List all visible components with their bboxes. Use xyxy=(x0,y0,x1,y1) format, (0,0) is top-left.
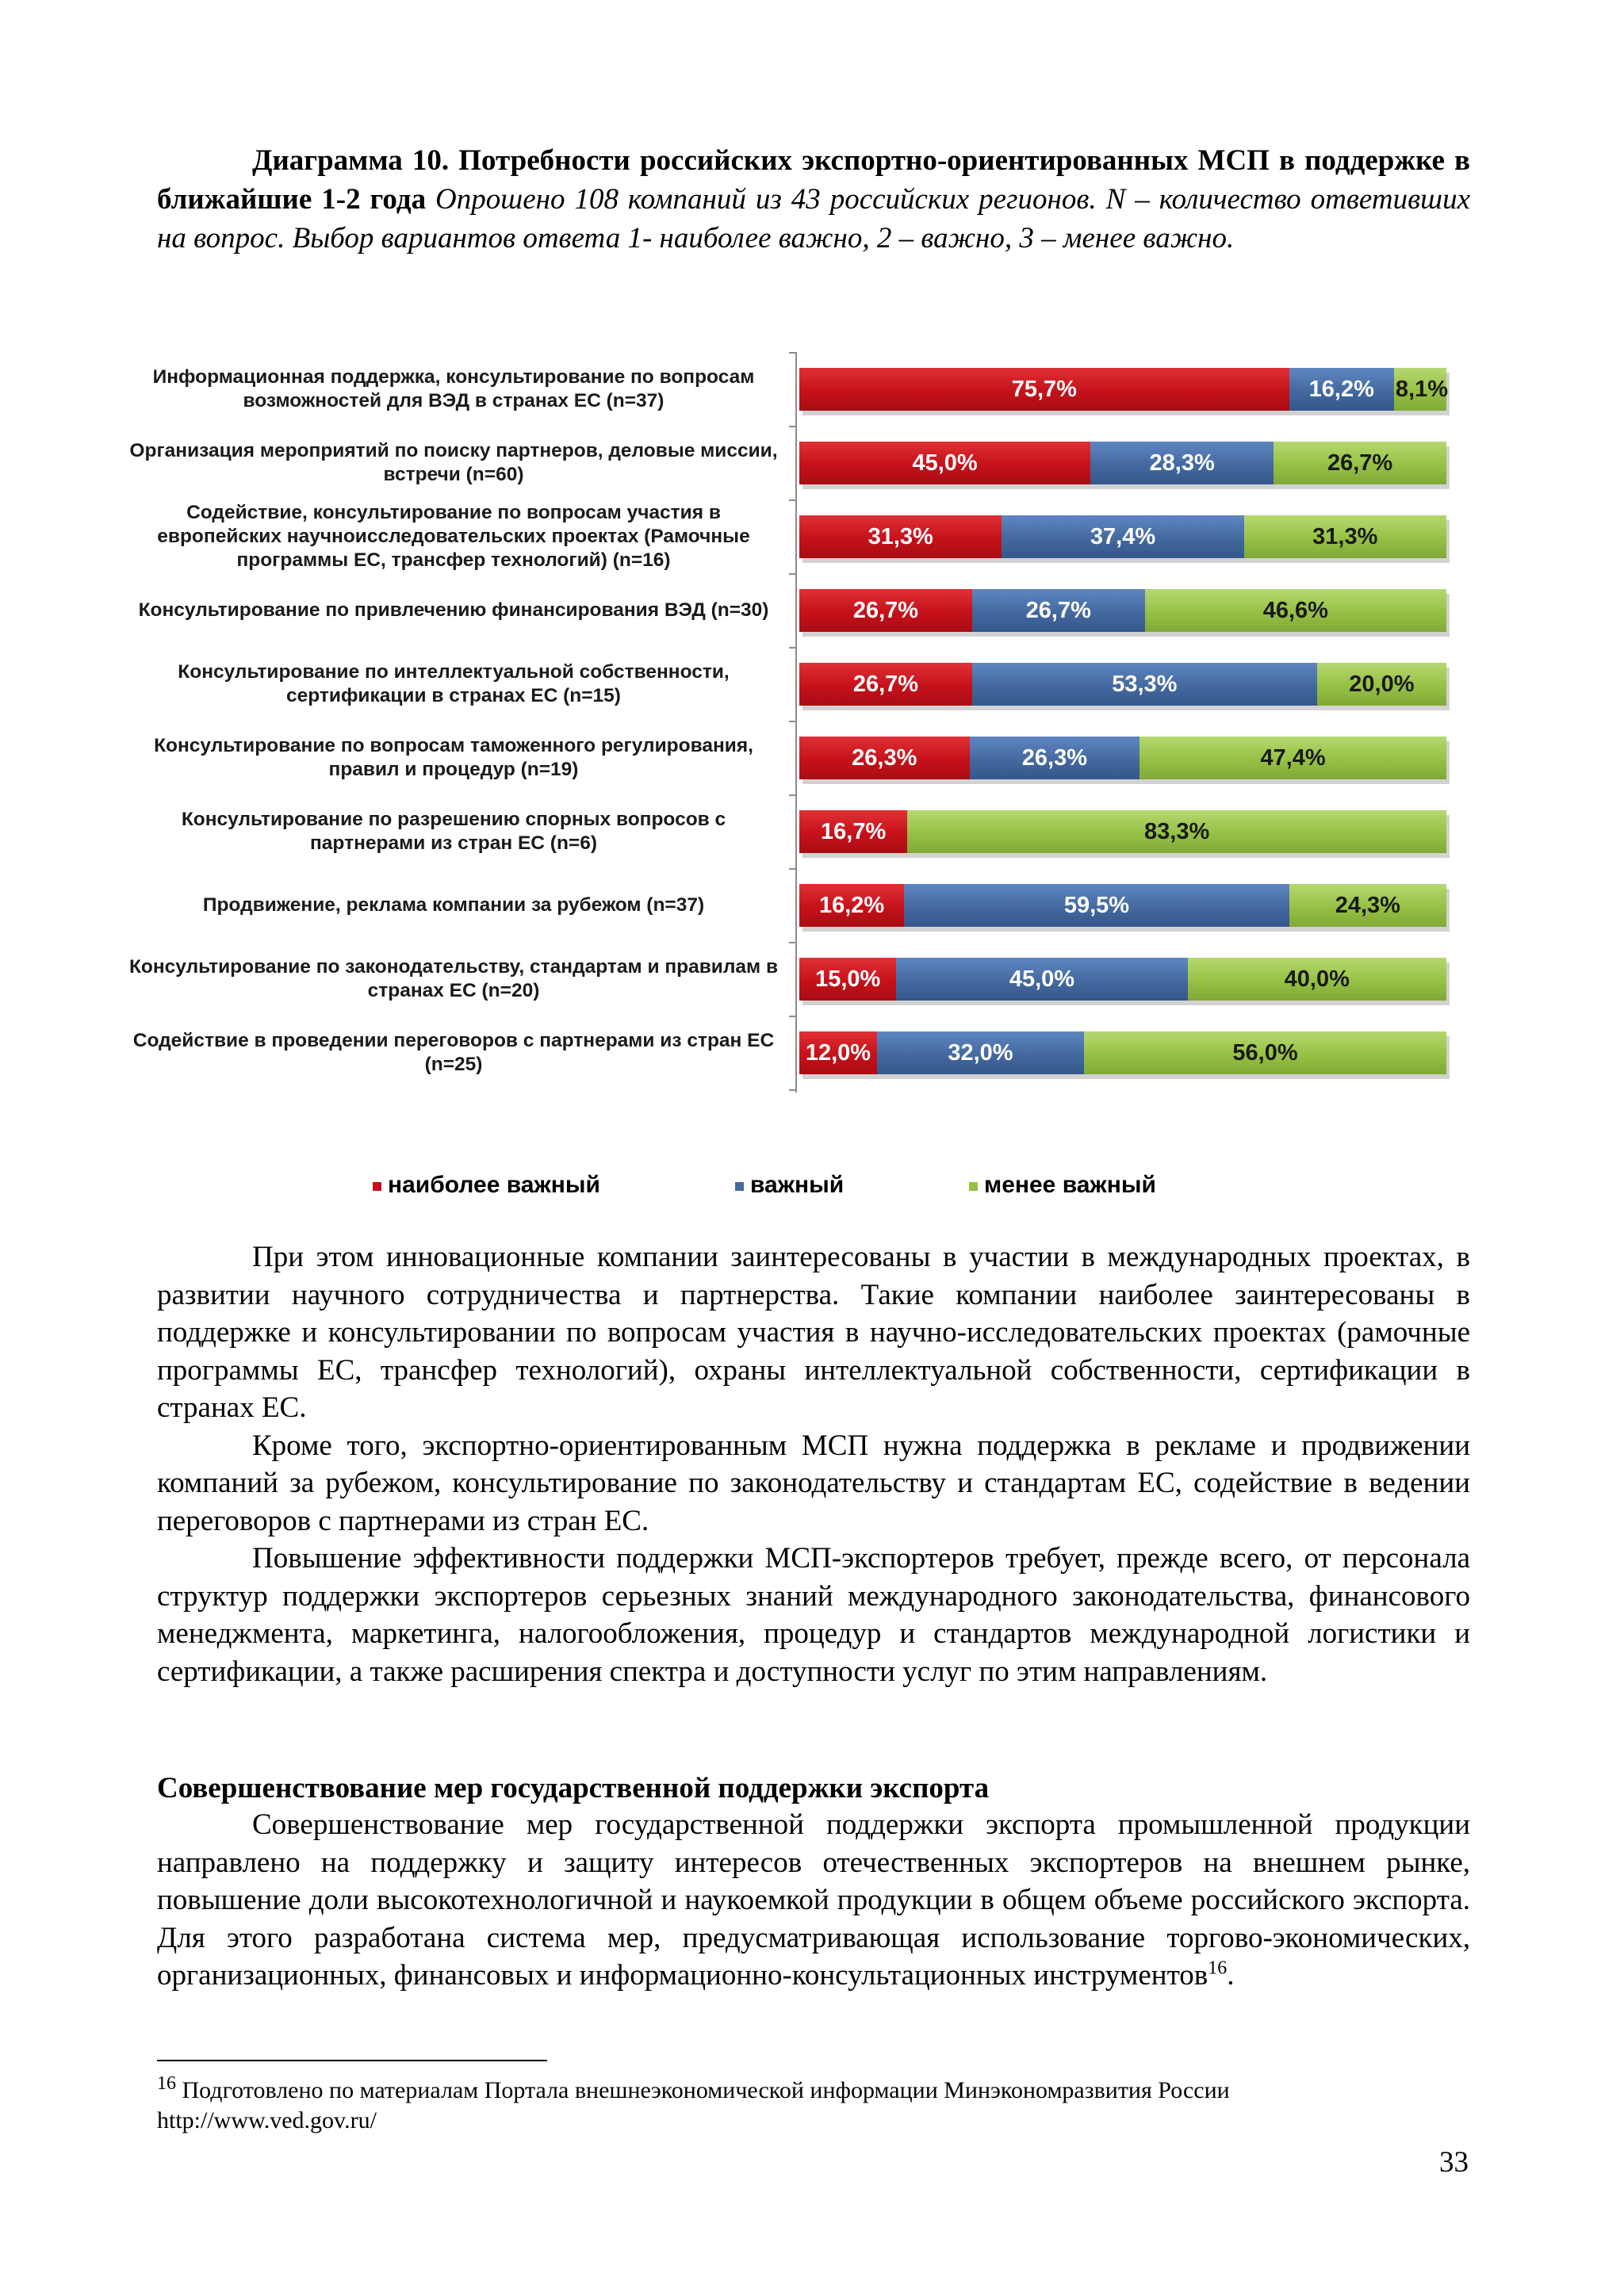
axis-tick xyxy=(789,647,796,649)
axis-tick xyxy=(789,794,796,796)
category-label: Консультирование по интеллектуальной собственности, сертификации в странах ЕС (n=15) xyxy=(178,661,730,706)
bar-segment-red: 12,0% xyxy=(799,1031,877,1074)
bar-segment-blue: 26,7% xyxy=(972,589,1145,632)
bar-segment-green: 56,0% xyxy=(1084,1031,1446,1074)
paragraph: Кроме того, экспортно-ориентированным МСП нужна поддержка в рекламе и продвижении компаний за рубежом, консультирование по законодательству и стандартам ЕС, содействие в ведении переговоров с партнерами из стран ЕС. xyxy=(157,1429,1470,1537)
legend-item-less-important xyxy=(969,1172,1156,1199)
bar-row xyxy=(799,515,1446,558)
category-label: Информационная поддержка, консультирование по вопросам возможностей для ВЭД в странах ЕС (n=37) xyxy=(152,366,755,411)
bar-segment-red: 15,0% xyxy=(799,958,896,1001)
bar-segment-red: 16,7% xyxy=(799,810,907,853)
bar-row xyxy=(799,737,1446,779)
bar-segment-blue: 32,0% xyxy=(877,1031,1084,1074)
category-label: Консультирование по разрешению спорных вопросов с партнерами из стран ЕС (n=6) xyxy=(181,809,726,854)
bar-segment-green: 26,7% xyxy=(1274,442,1446,484)
category-label: Продвижение, реклама компании за рубежом (n=37) xyxy=(202,894,705,916)
category-label: Консультирование по законодательству, стандартам и правилам в странах ЕС (n=20) xyxy=(128,956,779,1001)
chart-axis xyxy=(795,352,797,1093)
legend-swatch-green xyxy=(969,1182,978,1191)
bar-segment-red: 26,7% xyxy=(799,663,972,706)
category-label: Содействие, консультирование по вопросам участия в европейских научноисследовательских проектах (Рамочные программы ЕС, трансфер технологий) (n=16) xyxy=(157,502,750,571)
bar-row xyxy=(799,958,1446,1001)
bar-segment-blue: 59,5% xyxy=(904,884,1289,927)
bar-segment-red: 45,0% xyxy=(799,442,1090,484)
bar-row xyxy=(799,589,1446,632)
bar-segment-green: 83,3% xyxy=(907,810,1446,853)
caption-note: Опрошено 108 компаний из 43 российских регионов. N – количество ответивших на вопрос. Выбор вариантов ответа 1- наиболее важно, 2 – важно, 3 – менее важно. xyxy=(157,183,1470,254)
legend-item-most-important xyxy=(373,1172,600,1199)
section-heading: Совершенствование мер государственной поддержки экспорта xyxy=(157,1772,990,1804)
paragraph: При этом инновационные компании заинтересованы в участии в международных проектах, в развитии научного сотрудничества и партнерства. Такие компании наиболее заинтересованы в поддержке и консультировании по вопросам участия в научно-исследовательских проектах (рамочные программы ЕС, трансфер технологий), охраны интеллектуальной собственности, сертификации в странах ЕС. xyxy=(157,1241,1470,1424)
category-label: Консультирование по привлечению финансирования ВЭД (n=30) xyxy=(138,599,769,621)
footnote-text: Подготовлено по материалам Портала внешнеэкономической информации Минэкономразвития России xyxy=(182,2077,1230,2103)
chart-legend xyxy=(0,1172,1624,1203)
bar-segment-green: 47,4% xyxy=(1139,737,1446,779)
bar-row xyxy=(799,663,1446,706)
bar-segment-green: 31,3% xyxy=(1244,515,1446,558)
legend-label: менее важный xyxy=(984,1172,1156,1198)
axis-tick xyxy=(789,573,796,575)
axis-tick xyxy=(789,942,796,943)
bar-row xyxy=(799,442,1446,484)
section-body xyxy=(157,1806,1470,1995)
axis-tick xyxy=(789,868,796,870)
bar-segment-red: 26,7% xyxy=(799,589,972,632)
axis-tick xyxy=(789,1016,796,1017)
section-paragraph xyxy=(157,1806,1470,1995)
category-label: Консультирование по вопросам таможенного регулирования, правил и процедур (n=19) xyxy=(154,735,753,780)
bar-segment-blue: 53,3% xyxy=(972,663,1317,706)
footnote-number: 16 xyxy=(157,2073,176,2094)
footnote xyxy=(157,2073,1470,2136)
bar-segment-blue: 28,3% xyxy=(1090,442,1274,484)
body-text-block xyxy=(157,1238,1470,1690)
bar-segment-red: 31,3% xyxy=(799,515,1002,558)
bar-segment-blue: 37,4% xyxy=(1002,515,1243,558)
bar-segment-green: 8,1% xyxy=(1394,368,1446,411)
bar-segment-blue: 16,2% xyxy=(1289,368,1394,411)
legend-swatch-blue xyxy=(735,1182,744,1191)
footnote-url[interactable]: http://www.ved.gov.ru/ xyxy=(157,2107,377,2133)
legend-label: наиболее важный xyxy=(388,1172,600,1198)
legend-label: важный xyxy=(750,1172,845,1198)
bar-segment-green: 20,0% xyxy=(1317,663,1446,706)
bar-row xyxy=(799,368,1446,411)
axis-tick xyxy=(789,499,796,501)
bar-segment-blue: 45,0% xyxy=(896,958,1187,1001)
bar-row xyxy=(799,810,1446,853)
page-number: 33 xyxy=(1439,2146,1469,2179)
axis-tick xyxy=(789,1089,796,1091)
bar-segment-red: 75,7% xyxy=(799,368,1289,411)
section-paragraph-text: Совершенствование мер государственной поддержки экспорта промышленной продукции направлено на поддержку и защиту интересов отечественных экспортеров на внешнем рынке, повышение доли высокотехнологичной и наукоемкой продукции в общем объеме российского экспорта. Для этого разработана система мер, предусматривающая использование торгово-экономических, организационных, финансовых и информационно-консультационных инструментов xyxy=(157,1808,1470,1992)
axis-tick xyxy=(789,352,796,354)
paragraph: Повышение эффективности поддержки МСП-экспортеров требует, прежде всего, от персонала структур поддержки экспортеров серьезных знаний международного законодательства, финансового менеджмента, маркетинга, налогообложения, процедур и стандартов международной логистики и сертификации, а также расширения спектра и доступности услуг по этим направлениям. xyxy=(157,1542,1470,1688)
bar-segment-green: 40,0% xyxy=(1188,958,1446,1001)
paragraph-end: . xyxy=(1227,1959,1235,1992)
category-label: Организация мероприятий по поиску партнеров, деловые миссии, встречи (n=60) xyxy=(129,440,778,485)
legend-swatch-red xyxy=(373,1182,381,1191)
caption-title: Диаграмма 10. Потребности российских экспортно-ориентированных МСП в поддержке в ближайшие 1-2 года xyxy=(157,144,1470,216)
bar-segment-red: 26,3% xyxy=(799,737,970,779)
category-label: Содействие в проведении переговоров с партнерами из стран ЕС (n=25) xyxy=(132,1030,775,1075)
bar-segment-green: 46,6% xyxy=(1145,589,1446,632)
axis-tick xyxy=(789,721,796,722)
axis-tick xyxy=(789,426,796,427)
bar-row xyxy=(799,1031,1446,1074)
bar-segment-blue: 26,3% xyxy=(970,737,1140,779)
bar-row xyxy=(799,884,1446,927)
footnote-divider xyxy=(157,2060,547,2061)
bar-segment-green: 24,3% xyxy=(1289,884,1446,927)
footnote-ref: 16 xyxy=(1208,1957,1228,1979)
legend-item-important xyxy=(735,1172,844,1199)
bar-segment-red: 16,2% xyxy=(799,884,904,927)
